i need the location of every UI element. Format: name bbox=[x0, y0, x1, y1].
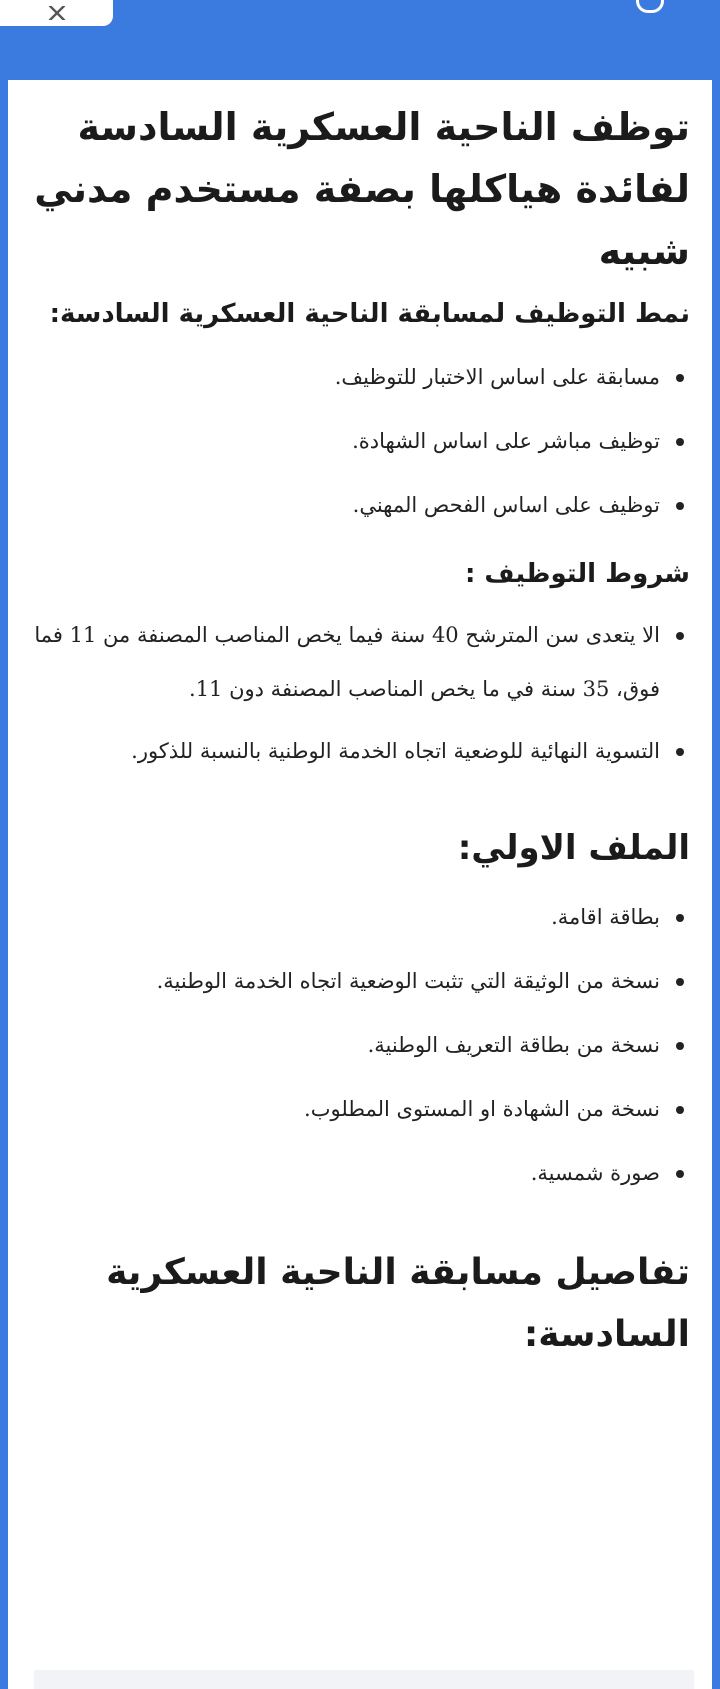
conditions-heading: شروط التوظيف : bbox=[464, 559, 690, 589]
recruitment-mode-list bbox=[34, 350, 690, 532]
initial-file-heading: الملف الاولي: bbox=[457, 828, 690, 868]
menu-icon[interactable] bbox=[636, 0, 664, 13]
article-title-line1: توظف الناحية العسكرية السادسة bbox=[77, 105, 690, 149]
list-item: نسخة من الشهادة او المستوى المطلوب. bbox=[34, 1082, 690, 1136]
list-item: توظيف مباشر على اساس الشهادة. bbox=[34, 414, 690, 468]
initial-file-list bbox=[34, 890, 690, 1200]
close-icon bbox=[46, 6, 68, 20]
conditions-list bbox=[34, 608, 690, 778]
article-title bbox=[34, 80, 690, 282]
top-bar bbox=[0, 0, 720, 80]
details-box bbox=[34, 1670, 694, 1689]
list-item: الا يتعدى سن المترشح 40 سنة فيما يخص المناصب المصنفة من 11 فما فوق، 35 سنة في ما يخص المناصب المصنفة دون 11. bbox=[34, 608, 690, 716]
article-sheet bbox=[8, 80, 712, 1689]
list-item: نسخة من الوثيقة التي تثبت الوضعية اتجاه الخدمة الوطنية. bbox=[34, 954, 690, 1008]
list-item: صورة شمسية. bbox=[34, 1146, 690, 1200]
list-item: بطاقة اقامة. bbox=[34, 890, 690, 944]
close-button[interactable] bbox=[0, 0, 113, 26]
details-heading: تفاصيل مسابقة الناحية العسكرية السادسة: bbox=[106, 1252, 690, 1355]
list-item: التسوية النهائية للوضعية اتجاه الخدمة الوطنية بالنسبة للذكور. bbox=[34, 724, 690, 778]
article-content bbox=[8, 80, 712, 1366]
list-item: توظيف على اساس الفحص المهني. bbox=[34, 478, 690, 532]
list-item: مسابقة على اساس الاختبار للتوظيف. bbox=[34, 350, 690, 404]
list-item: نسخة من بطاقة التعريف الوطنية. bbox=[34, 1018, 690, 1072]
article-title-line2: لفائدة هياكلها بصفة مستخدم مدني شبيه bbox=[34, 167, 690, 273]
recruitment-mode-heading: نمط التوظيف لمسابقة الناحية العسكرية السادسة: bbox=[49, 299, 690, 329]
